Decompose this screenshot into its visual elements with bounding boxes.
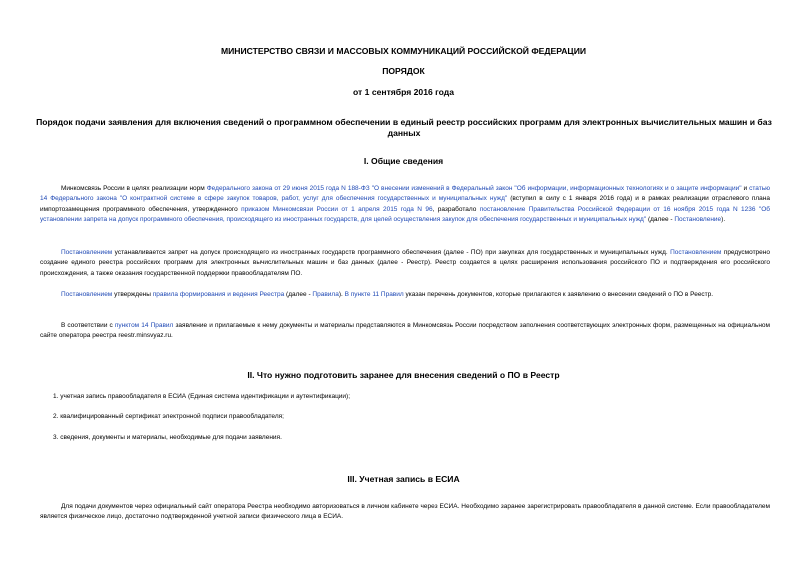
list-item: 3. сведения, документы и материалы, необходимые для подачи заявления. — [53, 434, 282, 441]
section-1-paragraph-1 — [40, 184, 770, 226]
link-order-96[interactable]: приказом Минкомсвязи России от 1 апреля 2015 года N 96 — [241, 205, 433, 213]
p3-text-2: (далее - — [284, 291, 313, 298]
section-1-paragraph-4 — [40, 321, 770, 342]
p3-text-1: утверждены — [112, 291, 153, 298]
p4-text-2: заявление и прилагаемые к нему документы и материалы представляются в Минкомсвязь России посредством заполнения соответствующих электронных форм, размещенных на официальном сайте оператора реестра reestr.minsvyaz.ru. — [40, 322, 770, 340]
ministry-name: МИНИСТЕРСТВО СВЯЗИ И МАССОВЫХ КОММУНИКАЦИЙ РОССИЙСКОЙ ФЕДЕРАЦИИ — [220, 46, 587, 56]
link-rules-clause-11[interactable]: В пункте 11 Правил — [344, 291, 404, 298]
section-1-heading: I. Общие сведения — [363, 156, 444, 166]
p1-text-5: (далее - — [646, 216, 675, 224]
link-rules[interactable]: Правила — [312, 291, 339, 298]
p2-text-1: устанавливается запрет на допуск происходящего из иностранных государств программного обеспечения (далее - ПО) при закупках для государственных и муниципальных нужд. — [112, 249, 671, 256]
section-3-paragraph-1: Для подачи документов через официальный сайт оператора Реестра необходимо авторизоваться в личном кабинете через ЕСИА. Необходимо заранее зарегистрировать правообладателя в данной системе. Если правообладателем является физическое лицо, достаточно подтвержденной учетной записи физического лица в ЕСИА. — [40, 503, 770, 521]
link-resolution-1236[interactable]: постановление Правительства Российской Федерации от 16 ноября 2015 года N 1236 "Об установлении запрета на допуск программного обеспечения, происходящего из иностранных государств, для целей осуществления закупок для обеспечения государственных и муниципальных нужд" — [40, 205, 770, 224]
link-resolution-b[interactable]: Постановлением — [670, 249, 722, 256]
p1-text-3: (вступил в силу с 1 января 2016 года) и в рамках реализации отраслевого плана импортозамещения программного обеспечения, утвержденного — [40, 195, 770, 213]
link-resolution-a[interactable]: Постановлением — [61, 249, 113, 256]
section-2-heading: II. Что нужно подготовить заранее для внесения сведений о ПО в Реестр — [247, 370, 560, 380]
link-registry-rules[interactable]: правила формирования и ведения Реестра — [152, 291, 285, 298]
link-federal-law-188[interactable]: Федерального закона от 29 июня 2015 года N 188-ФЗ "О внесении изменений в Федеральный закон "Об информации, информационных технологиях и о защите информации" — [206, 185, 742, 192]
list-item: 2. квалифицированный сертификат электронной подписи правообладателя; — [53, 413, 284, 420]
section-1-paragraph-2 — [40, 248, 770, 279]
link-resolution[interactable]: Постановление — [674, 216, 722, 224]
section-3-heading: III. Учетная запись в ЕСИА — [347, 474, 460, 484]
p2-text-2: предусмотрено создание единого реестра российских программ для электронных вычислительных машин и баз данных (далее - Реестр). Реестр создается в целях расширения использования российского ПО и подтверждения его российского происхождения, а также оказания государственной поддержки правообладателям ПО. — [40, 249, 770, 277]
link-article-14-law[interactable]: статью 14 Федерального закона "О контрактной системе в сфере закупок товаров, работ, услуг для обеспечения государственных и муниципальных нужд" — [40, 185, 771, 203]
p1-text-1: Минкомсвязь России в целях реализации норм — [61, 185, 207, 192]
document-type: ПОРЯДОК — [382, 66, 425, 76]
link-resolution-c[interactable]: Постановлением — [61, 291, 113, 298]
p3-text-4: указан перечень документов, которые прилагаются к заявлению о внесении сведений о ПО в Реестр. — [403, 291, 714, 298]
p1-text-4: , разработало — [432, 205, 480, 213]
p1-text-2: и — [741, 185, 750, 192]
p3-text-3: ). — [338, 291, 345, 298]
p1-text-6: ). — [721, 216, 726, 224]
link-rules-clause-14[interactable]: пунктом 14 Правил — [114, 322, 174, 329]
document-title: Порядок подачи заявления для включения сведений о программном обеспечении в единый реестр российских программ для электронных вычислительных машин и баз данных — [36, 117, 772, 138]
p4-text-1: В соответствии с — [61, 322, 115, 329]
document-date: от 1 сентября 2016 года — [353, 87, 454, 97]
list-item: 1. учетная запись правообладателя в ЕСИА (Единая система идентификации и аутентификации); — [53, 393, 351, 400]
section-1-paragraph-3 — [40, 290, 770, 300]
